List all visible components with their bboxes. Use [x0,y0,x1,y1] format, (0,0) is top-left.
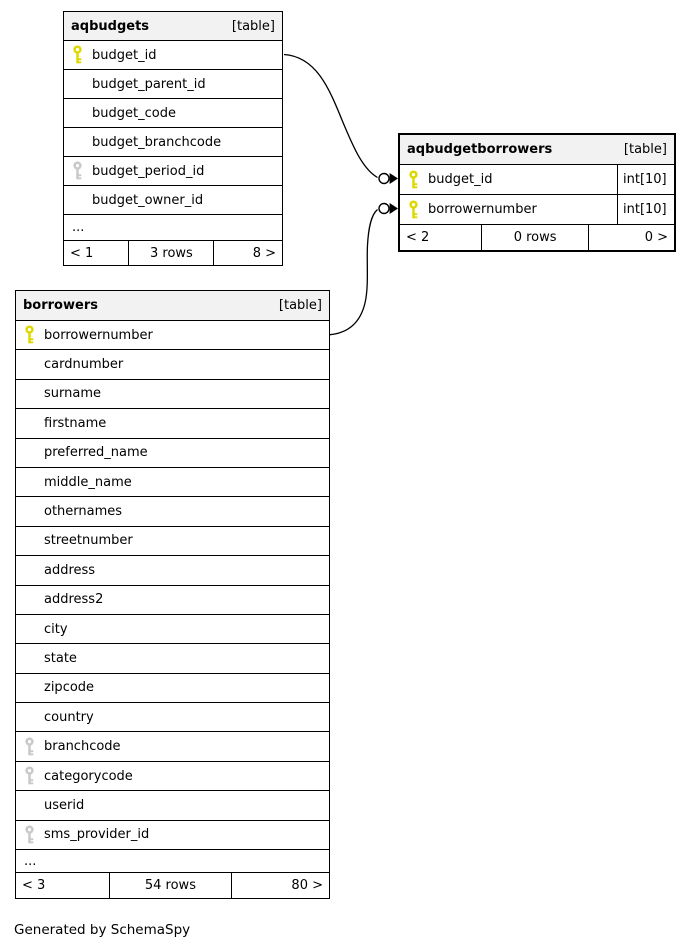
column-name: middle_name [44,474,132,490]
zero-cardinality-marker [379,174,389,184]
table-name: aqbudgetborrowers [407,142,553,157]
column-name: state [44,650,77,666]
zero-cardinality-marker [379,204,389,214]
primary-key-icon [408,170,421,190]
table-type-tag: [table] [278,298,322,313]
column-name: country [44,709,94,725]
key-icon-slot [24,766,37,786]
table-aqbudgets[interactable] [63,11,283,266]
column-row-budget_code [64,99,282,128]
footer-children-count: 80 > [291,878,323,894]
relationship-line [284,55,378,178]
footer-rows-count: 3 rows [129,241,214,265]
column-row-cardnumber [16,350,329,379]
column-row-address [16,556,329,585]
column-name: address2 [44,592,104,608]
column-name: sms_provider_id [44,827,150,843]
table-name: aqbudgets [71,18,150,34]
key-icon-slot [24,737,37,757]
table-footer [16,873,329,898]
table-type-tag: [table] [231,18,275,34]
column-name: budget_id [92,47,157,63]
column-name: surname [44,386,101,402]
column-row-firstname [16,409,329,438]
column-name: zipcode [44,680,95,696]
column-name: categorycode [44,768,133,784]
table-header[interactable] [400,135,674,165]
column-name: streetnumber [44,533,133,549]
column-row-preferred_name [16,439,329,468]
foreign-key-icon [24,825,37,845]
column-name: address [44,562,96,578]
key-icon-slot [24,825,37,845]
primary-key-icon [408,200,421,220]
column-row-streetnumber [16,527,329,556]
more-columns-ellipsis: ... [64,215,282,241]
more-columns-ellipsis: ... [16,850,329,873]
foreign-key-icon [24,737,37,757]
column-row-budget_period_id [64,157,282,186]
column-row-othernames [16,497,329,526]
table-footer [64,241,282,265]
column-name: budget_branchcode [92,134,222,150]
arrowhead-icon [390,203,398,214]
column-name: userid [44,797,85,813]
table-header[interactable] [64,12,282,41]
footer-parents-count: < 1 [64,241,129,265]
column-row-budget_id [400,165,674,195]
column-name: city [44,621,68,637]
key-icon-slot [24,325,37,345]
key-icon-slot [408,170,421,190]
column-row-surname [16,380,329,409]
column-name: budget_period_id [92,163,205,179]
column-row-zipcode [16,674,329,703]
column-name: branchcode [44,739,121,755]
column-row-middle_name [16,468,329,497]
column-row-address2 [16,586,329,615]
relationship-borrowers-to-aqbudgetborrowers [330,203,398,335]
table-name: borrowers [23,298,98,313]
column-row-country [16,703,329,732]
column-row-borrowernumber [400,195,674,225]
footer-rows-count: 0 rows [482,225,589,250]
column-name: othernames [44,504,123,520]
table-borrowers[interactable] [15,290,330,899]
footer-children-count: 0 > [644,230,668,245]
table-header[interactable] [16,291,329,321]
column-name: budget_parent_id [92,76,206,92]
column-row-categorycode [16,762,329,791]
relationship-line [330,210,378,335]
arrowhead-icon [390,173,398,184]
table-type-tag: [table] [623,142,667,157]
relationship-aqbudgets-to-aqbudgetborrowers [284,55,398,185]
column-row-state [16,644,329,673]
key-icon-slot [72,161,85,181]
column-row-budget_branchcode [64,128,282,157]
footer-rows-count: 54 rows [110,873,232,898]
column-name: cardnumber [44,357,124,373]
column-name: budget_owner_id [92,192,204,208]
column-name: borrowernumber [44,327,153,343]
key-icon-slot [72,45,85,65]
column-row-userid [16,791,329,820]
primary-key-icon [72,45,85,65]
column-row-city [16,615,329,644]
column-row-sms_provider_id [16,821,329,850]
column-row-branchcode [16,732,329,761]
footer-parents-count: < 2 [400,225,482,250]
foreign-key-icon [72,161,85,181]
column-row-budget_id [64,41,282,70]
column-name: firstname [44,415,107,431]
column-name: preferred_name [44,445,148,461]
footer-children-count: 8 > [252,245,276,261]
column-name: budget_code [92,105,176,121]
column-name: borrowernumber [428,202,537,217]
column-row-borrowernumber [16,321,329,350]
primary-key-icon [24,325,37,345]
key-icon-slot [408,200,421,220]
foreign-key-icon [24,766,37,786]
column-name: budget_id [428,172,493,187]
table-aqbudgetborrowers[interactable] [398,133,676,252]
column-type: int[10] [617,165,674,194]
column-type: int[10] [617,195,674,224]
column-row-budget_owner_id [64,186,282,215]
footer-parents-count: < 3 [16,873,110,898]
table-footer [400,225,674,250]
column-row-budget_parent_id [64,70,282,99]
generated-by-note: Generated by SchemaSpy [14,922,191,938]
